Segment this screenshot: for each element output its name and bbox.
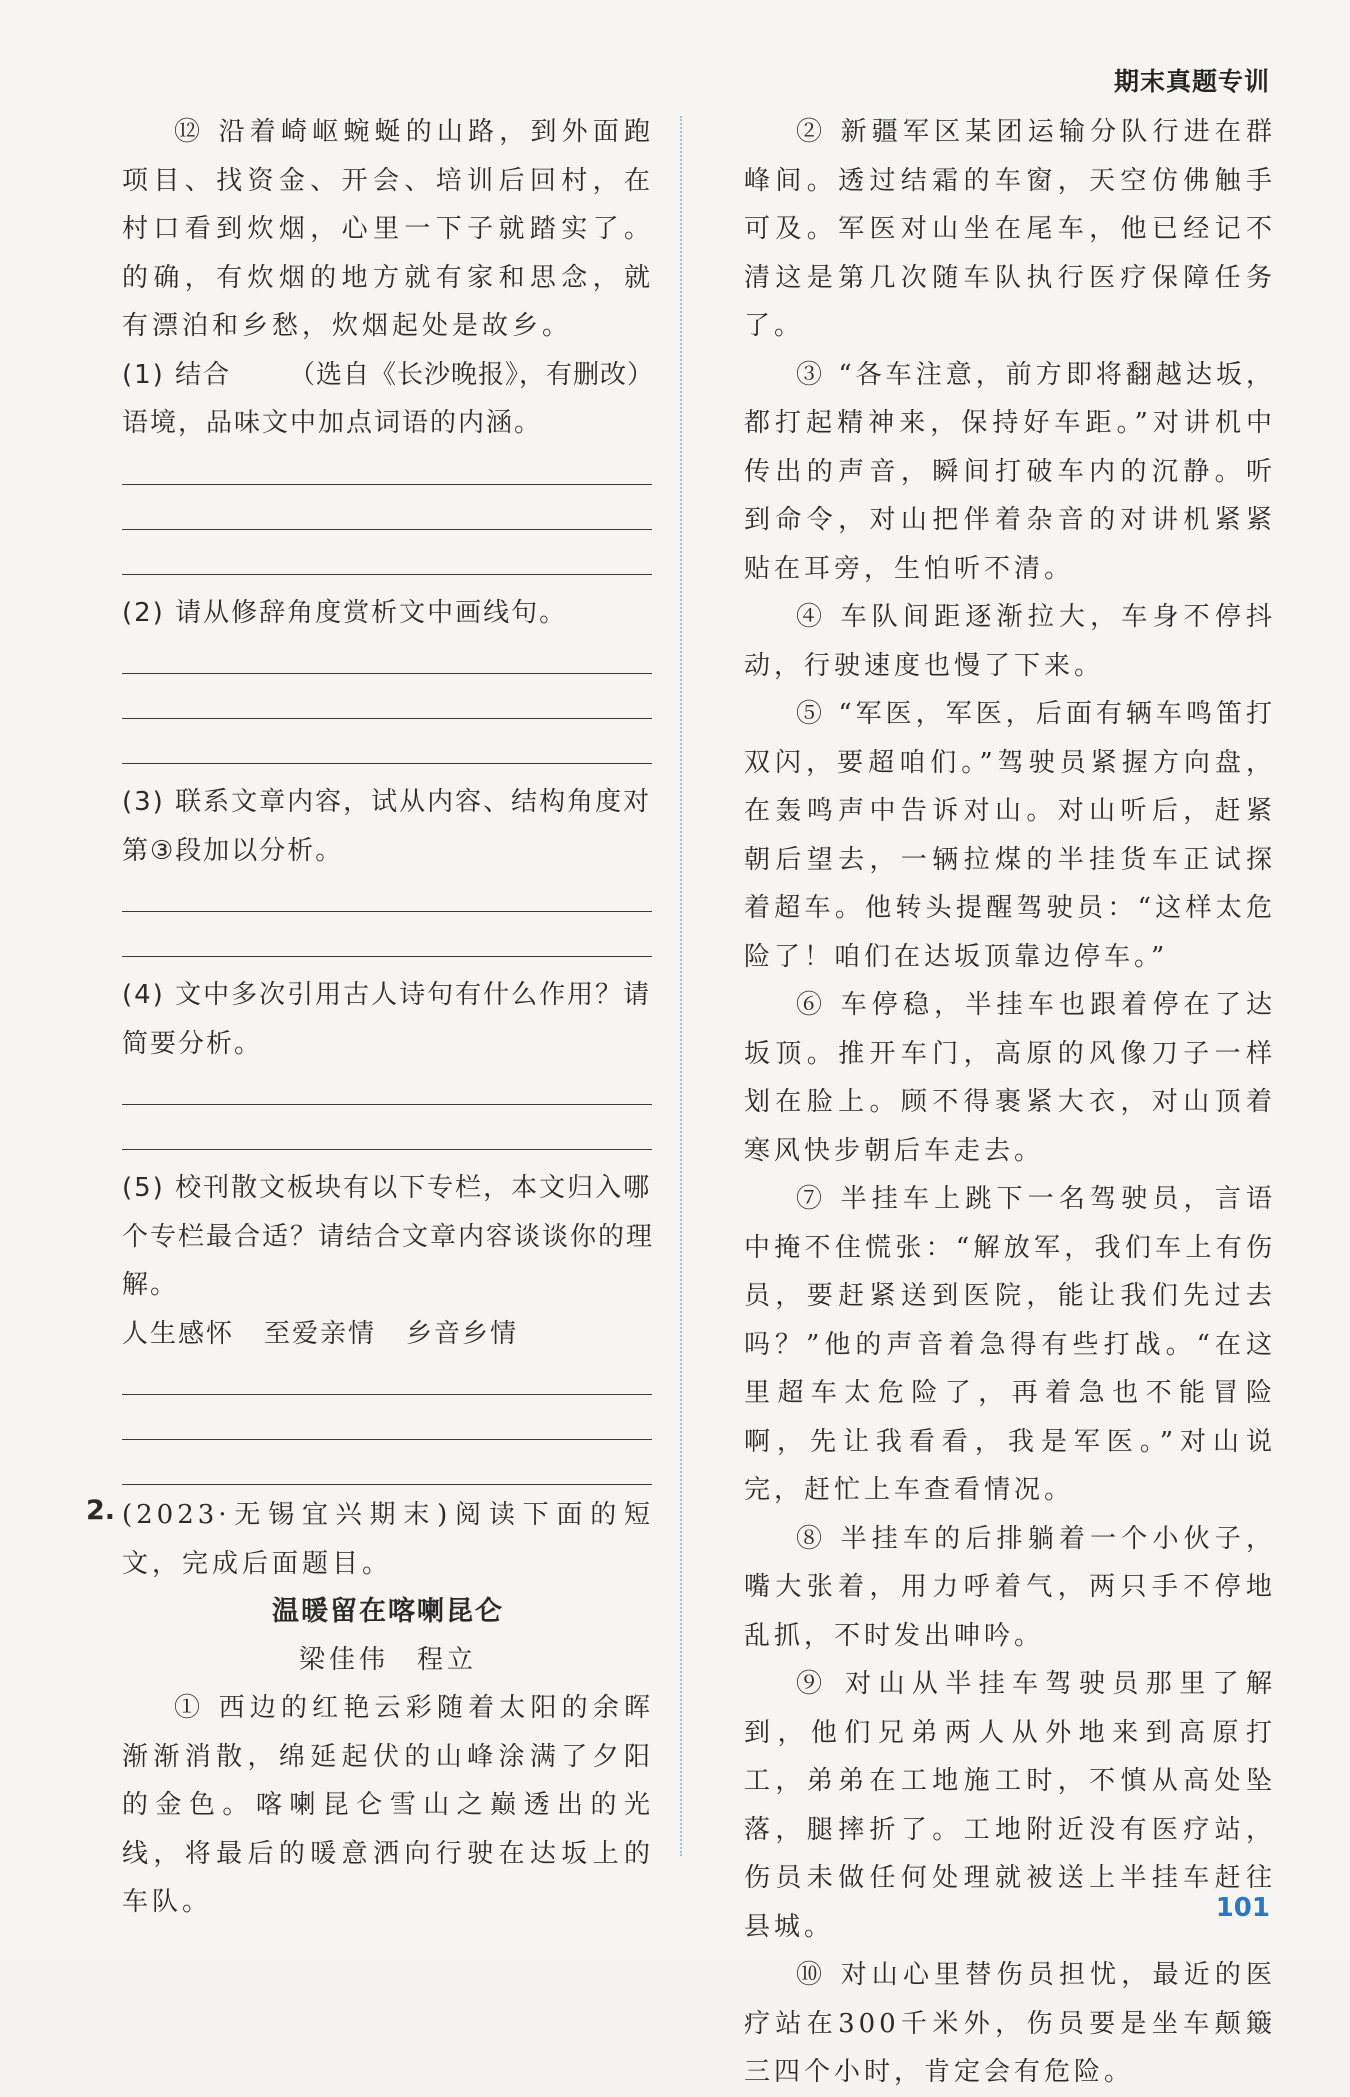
author-2: 程立 bbox=[417, 1645, 478, 1675]
source-note: （选自《长沙晚报》，有删改） bbox=[288, 359, 654, 390]
paragraph-2: ② 新疆军区某团运输分队行进在群峰间。透过结霜的车窗，天空仿佛触手可及。军医对山坐在尾车，他已经记不清这是第几次随车队执行医疗保障任务了。 bbox=[744, 117, 1276, 341]
question-3: (3) 联系文章内容，试从内容、结构角度对第③段加以分析。 bbox=[122, 787, 652, 866]
right-column bbox=[744, 108, 1276, 2097]
task-2 bbox=[86, 1491, 654, 1588]
paragraph-8: ⑧ 半挂车的后排躺着一个小伙子，嘴大张着，用力呼着气，两只手不停地乱抓，不时发出呻吟。 bbox=[744, 1523, 1276, 1651]
column-options bbox=[122, 1310, 654, 1359]
paragraph-1: ① 西边的红艳云彩随着太阳的余晖渐渐消散，绵延起伏的山峰涂满了夕阳的金色。喀喇昆仑雪山之巅透出的光线，将最后的暖意洒向行驶在达坂上的车队。 bbox=[122, 1693, 654, 1917]
option-xiangyin: 乡音乡情 bbox=[406, 1318, 519, 1349]
paragraph-9: ⑨ 对山从半挂车驾驶员那里了解到，他们兄弟两人从外地来到高原打工，弟弟在工地施工时，不慎从高处坠落，腿摔折了。工地附近没有医疗站，伤员未做任何处理就被送上半挂车赶往县城。 bbox=[744, 1669, 1276, 1942]
question-4: (4) 文中多次引用古人诗句有什么作用？请简要分析。 bbox=[122, 980, 652, 1059]
question-2: (2) 请从修辞角度赏析文中画线句。 bbox=[122, 597, 568, 628]
task-2-number: 2. bbox=[86, 1495, 116, 1526]
paragraph-10: ⑩ 对山心里替伤员担忧，最近的医疗站在300千米外，伤员要是坐车颠簸三四个小时，肯定会有危险。 bbox=[744, 1960, 1276, 2087]
section-header: 期末真题专训 bbox=[1113, 67, 1270, 96]
author-1: 梁佳伟 bbox=[298, 1645, 389, 1675]
option-rensheng: 人生感怀 bbox=[122, 1318, 235, 1349]
task-2-intro: (2023·无锡宜兴期末)阅读下面的短文，完成后面题目。 bbox=[122, 1500, 654, 1579]
article-title: 温暖留在喀喇昆仑 bbox=[272, 1596, 504, 1627]
paragraph-4: ④ 车队间距逐渐拉大，车身不停抖动，行驶速度也慢了下来。 bbox=[744, 602, 1276, 681]
question-5: (5) 校刊散文板块有以下专栏，本文归入哪个专栏最合适？请结合文章内容谈谈你的理解。 bbox=[122, 1173, 655, 1300]
paragraph-12 bbox=[122, 108, 654, 390]
column-divider bbox=[680, 116, 682, 1856]
paragraph-6: ⑥ 车停稳，半挂车也跟着停在了达坂顶。推开车门，高原的风像刀子一样划在脸上。顾不得裹紧大衣，对山顶着寒风快步朝后车走去。 bbox=[744, 990, 1276, 1166]
article-authors bbox=[122, 1636, 654, 1684]
paragraph-5: ⑤ “军医，军医，后面有辆车鸣笛打双闪，要超咱们。”驾驶员紧握方向盘，在轰鸣声中告诉对山。对山听后，赶紧朝后望去，一辆拉煤的半挂货车正试探着超车。他转头提醒驾驶员：“这样太危险了！咱们在达坂顶靠边停车。” bbox=[744, 699, 1276, 972]
question-1: (1) 结合语境，品味文中加点词语的内涵。 bbox=[122, 359, 543, 438]
paragraph-12-text: ⑫ 沿着崎岖蜿蜒的山路，到外面跑项目、找资金、开会、培训后回村，在村口看到炊烟，心里一下子就踏实了。的确，有炊烟的地方就有家和思念，就有漂泊和乡愁，炊烟起处是故乡。 bbox=[122, 117, 654, 341]
option-zhiai: 至爱亲情 bbox=[264, 1318, 377, 1349]
paragraph-7: ⑦ 半挂车上跳下一名驾驶员，言语中掩不住慌张：“解放军，我们车上有伤员，要赶紧送到医院，能让我们先过去吗？”他的声音着急得有些打战。“在这里超车太危险了，再着急也不能冒险啊，先让我看看，我是军医。”对山说完，赶忙上车查看情况。 bbox=[744, 1184, 1276, 1505]
left-column bbox=[86, 108, 655, 1927]
paragraph-3: ③ “各车注意，前方即将翻越达坂，都打起精神来，保持好车距。”对讲机中传出的声音，瞬间打破车内的沉静。听到命令，对山把伴着杂音的对讲机紧紧贴在耳旁，生怕听不清。 bbox=[744, 359, 1276, 584]
page-number: 101 bbox=[1215, 1893, 1270, 1923]
